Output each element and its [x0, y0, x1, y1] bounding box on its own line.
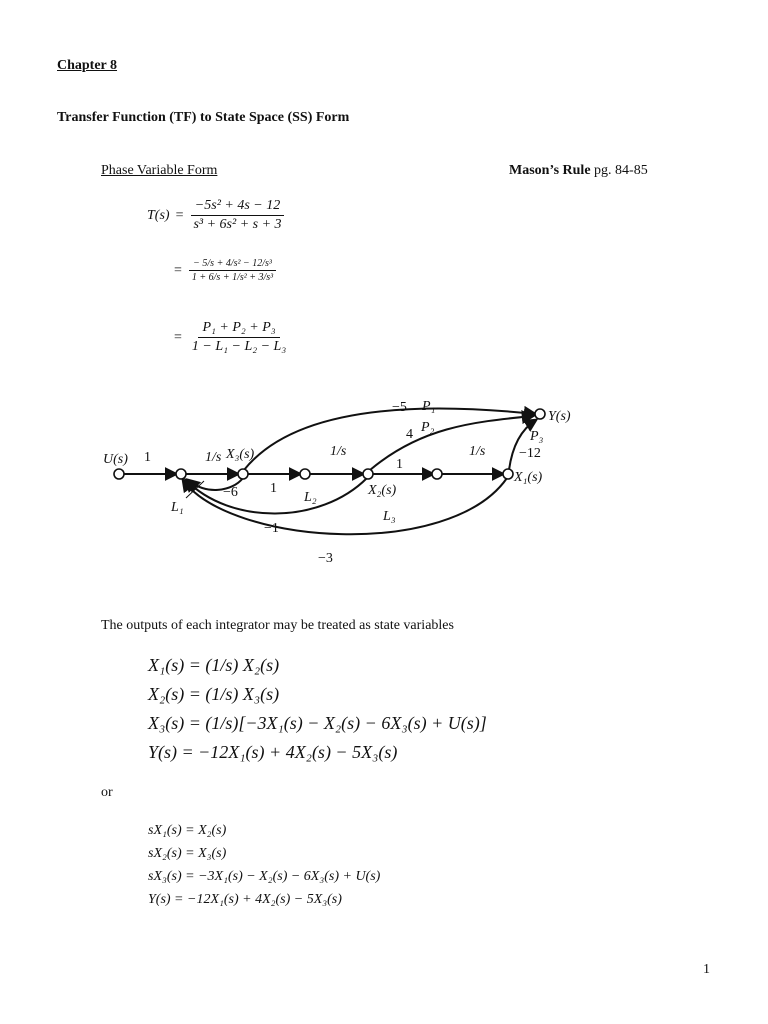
label-l1: L₁ [171, 500, 184, 515]
label-x3: X₃(s) [226, 447, 255, 462]
gain-int2: 1/s [330, 444, 347, 459]
label-us: U(s) [103, 452, 128, 467]
section-title: Transfer Function (TF) to State Space (SS) Form [57, 110, 350, 125]
ss-equation: Y(s) = −12X₁(s) + 4X₂(s) − 5X₃(s) [148, 892, 342, 907]
gain-minus12: −12 [519, 446, 541, 461]
gain-minus1: −1 [264, 521, 279, 536]
label-x1: X₁(s) [514, 470, 543, 485]
label-p3: P₃ [530, 429, 544, 444]
state-equations [148, 651, 487, 767]
state-equation: X₂(s) = (1/s) X₃(s) [148, 684, 280, 704]
gain-input: 1 [144, 450, 151, 465]
gain-mid1: 1 [270, 481, 277, 496]
chapter-heading: Chapter 8 [57, 58, 118, 73]
tf-fraction [189, 198, 285, 233]
mason-rule-pages: pg. 84-85 [590, 163, 648, 178]
node-mid2 [432, 469, 442, 479]
node-x2 [363, 469, 373, 479]
expanded-tf-equation [174, 258, 277, 283]
state-equation: X₁(s) = (1/s) X₂(s) [148, 655, 280, 675]
expanded-denominator: 1 + 6/s + 1/s² + 3/s³ [191, 272, 274, 283]
mason-fraction [188, 320, 290, 355]
expanded-numerator: − 5/s + 4/s² − 12/s³ [189, 258, 276, 271]
label-l2: L₂ [304, 490, 317, 505]
equals-sign: = [174, 262, 182, 278]
node-mid [300, 469, 310, 479]
equals-sign: = [174, 329, 182, 345]
state-equation: Y(s) = −12X₁(s) + 4X₂(s) − 5X₃(s) [148, 742, 398, 762]
label-x2: X₂(s) [368, 483, 397, 498]
state-space-equations [148, 819, 380, 911]
or-text: or [101, 785, 113, 800]
path-p1 [244, 408, 535, 470]
path-p2 [370, 416, 533, 470]
mason-denominator: 1 − L₁ − L₂ − L₃ [191, 339, 287, 354]
node-y [535, 409, 545, 419]
gain-mid2: 1 [396, 457, 403, 472]
gain-minus5: −5 [392, 400, 407, 415]
signal-flow-graph [100, 393, 580, 568]
tf-lhs: T(s) [147, 207, 170, 223]
page-number: 1 [703, 962, 710, 977]
state-equation: X₃(s) = (1/s)[−3X₁(s) − X₂(s) − 6X₃(s) + U(s)] [148, 713, 487, 733]
mason-numerator: P₁ + P₂ + P₃ [198, 320, 279, 338]
label-ys: Y(s) [548, 409, 571, 424]
phase-variable-heading: Phase Variable Form [101, 163, 218, 178]
tf-denominator: s³ + 6s² + s + 3 [193, 217, 282, 232]
equals-sign: = [175, 207, 184, 223]
node-sum [176, 469, 186, 479]
tf-numerator: −5s² + 4s − 12 [191, 198, 284, 216]
mason-rule-reference [509, 163, 648, 179]
mason-rule-label: Mason’s Rule [509, 163, 591, 178]
gain-4: 4 [406, 427, 413, 442]
node-x1 [503, 469, 513, 479]
gain-int3: 1/s [469, 444, 486, 459]
ss-equation: sX₂(s) = X₃(s) [148, 846, 227, 861]
path-p3 [509, 420, 536, 470]
gain-minus3: −3 [318, 551, 333, 566]
ss-equation: sX₁(s) = X₂(s) [148, 823, 227, 838]
label-l3: L₃ [383, 509, 396, 524]
paragraph-text: The outputs of each integrator may be treated as state variables [101, 618, 454, 633]
gain-int1: 1/s [205, 450, 222, 465]
node-x3 [238, 469, 248, 479]
transfer-function-equation [147, 198, 286, 233]
gain-minus6: −6 [223, 485, 238, 500]
node-u [114, 469, 124, 479]
ss-equation: sX₃(s) = −3X₁(s) − X₂(s) − 6X₃(s) + U(s) [148, 869, 381, 884]
label-p2: P₂ [421, 420, 435, 435]
label-p1: P₁ [422, 399, 436, 414]
mason-form-equation [174, 320, 290, 355]
expanded-fraction [188, 258, 277, 283]
